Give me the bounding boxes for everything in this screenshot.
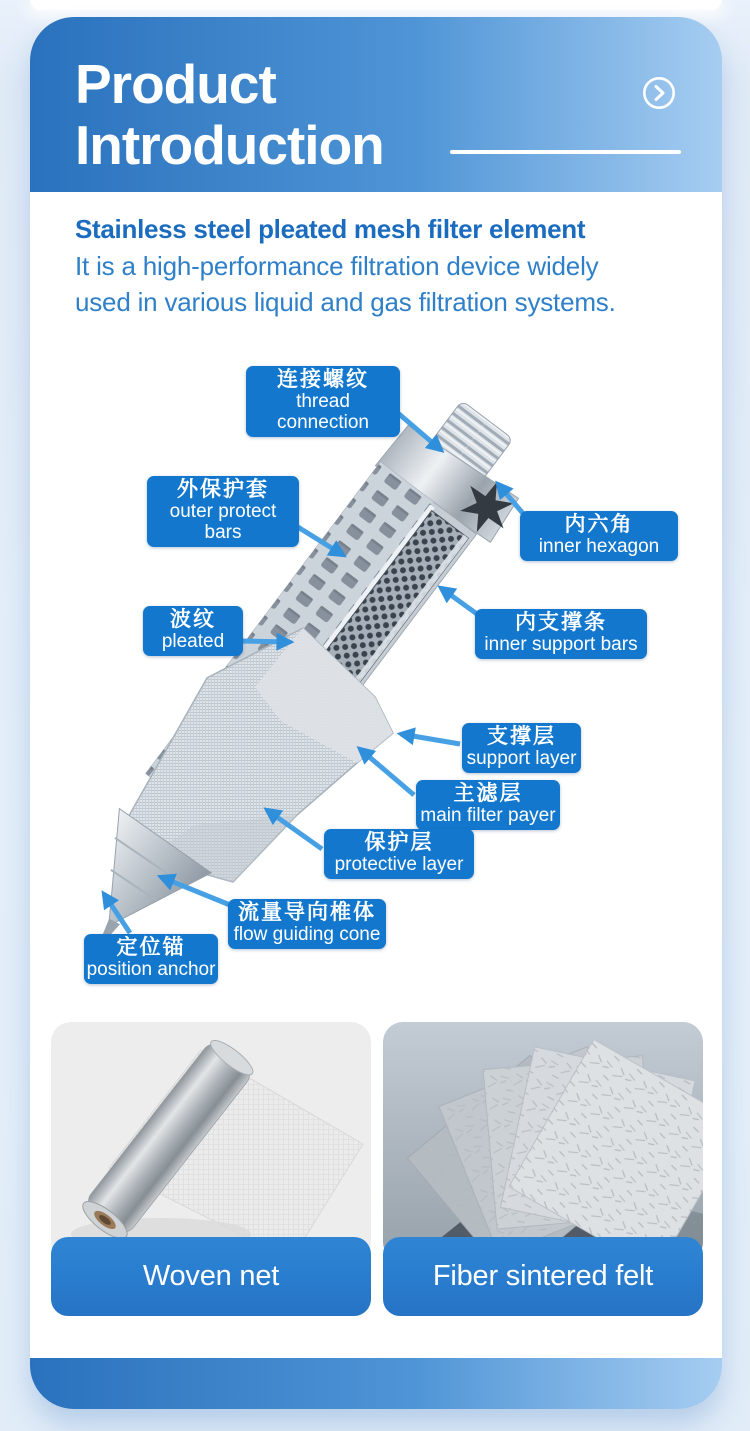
callout-en: flow guiding cone xyxy=(233,924,381,945)
product-card-fiber-sintered-felt xyxy=(383,1022,703,1316)
arrow-support-layer xyxy=(401,734,460,744)
filter-structure-diagram xyxy=(45,345,705,995)
product-card-woven-net xyxy=(51,1022,371,1316)
callout-protective-layer xyxy=(324,829,474,879)
callout-main-filter-payer xyxy=(416,780,560,830)
chevron-right-circle-icon xyxy=(642,76,676,110)
callout-zh: 内支撑条 xyxy=(515,611,607,634)
title-line-2: Introduction xyxy=(75,114,384,176)
callout-en: pleated xyxy=(161,631,225,652)
callout-zh: 连接螺纹 xyxy=(277,368,369,391)
filter-cutaway-illustration xyxy=(45,345,705,995)
arrow-pleated xyxy=(240,641,290,642)
content-area xyxy=(30,192,722,1358)
product-label: Fiber sintered felt xyxy=(383,1237,703,1316)
callout-zh: 外保护套 xyxy=(177,478,269,501)
callout-en: inner support bars xyxy=(484,634,638,655)
callout-flow-guiding-cone xyxy=(228,899,386,949)
product-heading: Stainless steel pleated mesh filter element xyxy=(75,214,586,244)
callout-inner-hexagon xyxy=(520,511,678,561)
callout-zh: 内六角 xyxy=(564,513,634,536)
callout-zh: 波纹 xyxy=(170,608,216,631)
callout-en: thread connection xyxy=(277,391,369,433)
callout-thread-connection xyxy=(246,366,400,437)
callout-pleated xyxy=(143,606,243,656)
fiber-sintered-felt-photo xyxy=(383,1022,703,1262)
arrow-main-filter-payer xyxy=(360,749,414,795)
callout-position-anchor xyxy=(84,934,218,984)
title-line-1: Product xyxy=(75,53,276,115)
callout-en: protective layer xyxy=(334,854,464,875)
callout-en: position anchor xyxy=(86,959,216,980)
arrow-inner-support-bars xyxy=(441,588,477,614)
page-title xyxy=(75,54,384,176)
callout-en: main filter payer xyxy=(420,805,556,826)
callout-inner-support-bars xyxy=(475,609,647,659)
callout-zh: 定位锚 xyxy=(116,936,186,959)
callout-en: outer protect bars xyxy=(169,501,277,543)
previous-card-edge xyxy=(30,0,722,10)
title-underline xyxy=(450,150,681,154)
woven-net-photo xyxy=(51,1022,371,1262)
callout-zh: 保护层 xyxy=(364,831,434,854)
product-intro-card xyxy=(30,17,722,1409)
callout-outer-protect-bars xyxy=(147,476,299,547)
product-description-line-2: used in various liquid and gas filtration systems. xyxy=(75,287,616,317)
callout-en: inner hexagon xyxy=(538,536,660,557)
callout-zh: 主滤层 xyxy=(453,782,523,805)
callout-en: support layer xyxy=(466,748,577,769)
callout-support-layer xyxy=(462,723,581,773)
callout-zh: 支撑层 xyxy=(487,725,556,748)
product-description-line-1: It is a high-performance filtration device widely xyxy=(75,251,599,281)
callout-zh: 流量导向椎体 xyxy=(238,901,376,924)
product-label: Woven net xyxy=(51,1237,371,1316)
